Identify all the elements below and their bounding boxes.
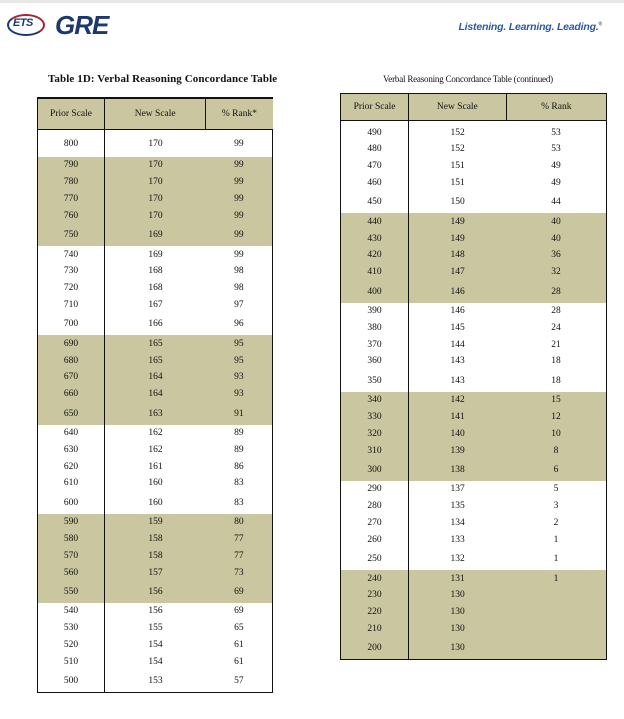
new-scale-cell: 146: [409, 281, 506, 303]
prior-scale-cell: 740: [38, 246, 105, 263]
ets-gre-logo: [7, 10, 108, 40]
new-scale-cell: 165: [105, 352, 206, 369]
percent-rank-cell: 28: [506, 281, 606, 303]
prior-scale-cell: 790: [38, 157, 105, 174]
table-row: [38, 246, 273, 263]
gre-logo-text: GRE: [55, 9, 109, 40]
prior-scale-cell: 650: [38, 403, 105, 425]
prior-scale-cell: 800: [38, 130, 105, 158]
table-row: [341, 570, 607, 587]
new-scale-cell: 157: [105, 564, 206, 581]
percent-rank-cell: 99: [206, 224, 273, 246]
table-row: [341, 336, 607, 353]
ets-tagline: [458, 21, 602, 33]
percent-rank-cell: 57: [206, 670, 273, 693]
percent-rank-cell: 1: [506, 570, 606, 587]
percent-rank-cell: 53: [506, 141, 606, 158]
prior-scale-cell: 270: [341, 515, 409, 532]
prior-scale-cell: 730: [38, 263, 105, 280]
percent-rank-cell: 1: [506, 548, 606, 570]
new-scale-cell: 145: [409, 319, 506, 336]
prior-scale-cell: 360: [341, 353, 409, 370]
prior-scale-cell: 590: [38, 514, 105, 531]
prior-scale-cell: 250: [341, 548, 409, 570]
table-row: [38, 670, 273, 693]
percent-rank-cell: 91: [206, 403, 273, 425]
new-scale-cell: 130: [409, 621, 506, 638]
percent-rank-cell: 15: [506, 392, 606, 409]
prior-scale-cell: 540: [38, 603, 105, 620]
table-row: [341, 621, 607, 638]
percent-rank-cell: 99: [206, 174, 273, 191]
new-scale-cell: 151: [409, 158, 506, 175]
table-row: [38, 581, 273, 603]
percent-rank-cell: 40: [506, 230, 606, 247]
table-row: [341, 264, 607, 281]
verbal-concordance-table-continued: [340, 93, 607, 660]
table-row: [341, 303, 607, 320]
percent-rank-cell: 32: [506, 264, 606, 281]
table-row: [38, 547, 273, 564]
percent-rank-cell: 95: [206, 352, 273, 369]
table-row: [341, 481, 607, 498]
table-row: [341, 353, 607, 370]
new-scale-cell: 170: [105, 157, 206, 174]
new-scale-cell: 130: [409, 587, 506, 604]
verbal-concordance-table: [37, 97, 273, 693]
prior-scale-cell: 340: [341, 392, 409, 409]
new-scale-cell: 164: [105, 386, 206, 403]
ets-logo-text: ETS: [13, 17, 33, 29]
prior-scale-cell: 780: [38, 174, 105, 191]
percent-rank-cell: 77: [206, 547, 273, 564]
prior-scale-cell: 680: [38, 352, 105, 369]
percent-rank-cell: 1: [506, 531, 606, 548]
prior-scale-cell: 200: [341, 637, 409, 660]
table-row: [341, 392, 607, 409]
prior-scale-cell: 710: [38, 297, 105, 314]
new-scale-cell: 137: [409, 481, 506, 498]
prior-scale-cell: 410: [341, 264, 409, 281]
registered-mark: ®: [598, 21, 602, 28]
prior-scale-cell: 400: [341, 281, 409, 303]
table-row: [38, 352, 273, 369]
table-row: [38, 157, 273, 174]
percent-rank-cell: 36: [506, 247, 606, 264]
new-scale-cell: 148: [409, 247, 506, 264]
new-scale-cell: 158: [105, 531, 206, 548]
header-new-scale: New Scale: [409, 94, 506, 121]
table-row: [341, 281, 607, 303]
prior-scale-cell: 660: [38, 386, 105, 403]
percent-rank-cell: 93: [206, 386, 273, 403]
percent-rank-cell: 6: [506, 459, 606, 481]
table-row: [38, 403, 273, 425]
table-row: [341, 531, 607, 548]
percent-rank-cell: 49: [506, 175, 606, 192]
table-row: [38, 335, 273, 352]
prior-scale-cell: 700: [38, 313, 105, 335]
new-scale-cell: 161: [105, 458, 206, 475]
new-scale-cell: 135: [409, 498, 506, 515]
percent-rank-cell: 97: [206, 297, 273, 314]
percent-rank-cell: 21: [506, 336, 606, 353]
table-row: [341, 121, 607, 142]
new-scale-cell: 130: [409, 637, 506, 660]
new-scale-cell: 164: [105, 369, 206, 386]
new-scale-cell: 132: [409, 548, 506, 570]
table-row: [38, 191, 273, 208]
header-new-scale: New Scale: [105, 98, 206, 130]
prior-scale-cell: 560: [38, 564, 105, 581]
percent-rank-cell: 83: [206, 492, 273, 514]
table-row: [38, 458, 273, 475]
new-scale-cell: 156: [105, 581, 206, 603]
percent-rank-cell: 89: [206, 425, 273, 442]
percent-rank-cell: 86: [206, 458, 273, 475]
percent-rank-cell: 73: [206, 564, 273, 581]
new-scale-cell: 170: [105, 130, 206, 158]
percent-rank-cell: 99: [206, 246, 273, 263]
new-scale-cell: 160: [105, 475, 206, 492]
prior-scale-cell: 460: [341, 175, 409, 192]
percent-rank-cell: 77: [206, 531, 273, 548]
table-row: [38, 224, 273, 246]
new-scale-cell: 159: [105, 514, 206, 531]
prior-scale-cell: 290: [341, 481, 409, 498]
table-row: [38, 441, 273, 458]
new-scale-cell: 146: [409, 303, 506, 320]
prior-scale-cell: 280: [341, 498, 409, 515]
table-row: [341, 442, 607, 459]
new-scale-cell: 158: [105, 547, 206, 564]
table-row: [341, 230, 607, 247]
header-percent-rank: % Rank: [506, 94, 606, 121]
table-row: [38, 297, 273, 314]
prior-scale-cell: 610: [38, 475, 105, 492]
percent-rank-cell: 96: [206, 313, 273, 335]
table-row: [38, 263, 273, 280]
prior-scale-cell: 530: [38, 620, 105, 637]
new-scale-cell: 166: [105, 313, 206, 335]
table-row: [341, 175, 607, 192]
new-scale-cell: 149: [409, 213, 506, 230]
new-scale-cell: 131: [409, 570, 506, 587]
table-row: [38, 425, 273, 442]
prior-scale-cell: 500: [38, 670, 105, 693]
prior-scale-cell: 420: [341, 247, 409, 264]
percent-rank-cell: 83: [206, 475, 273, 492]
new-scale-cell: 138: [409, 459, 506, 481]
prior-scale-cell: 760: [38, 207, 105, 224]
new-scale-cell: 163: [105, 403, 206, 425]
table-row: [38, 130, 273, 158]
table-row: [38, 492, 273, 514]
percent-rank-cell: 93: [206, 369, 273, 386]
prior-scale-cell: 230: [341, 587, 409, 604]
percent-rank-cell: 24: [506, 319, 606, 336]
new-scale-cell: 142: [409, 392, 506, 409]
percent-rank-cell: 99: [206, 157, 273, 174]
header-prior-scale: Prior Scale: [341, 94, 409, 121]
table1-body: [38, 130, 273, 693]
new-scale-cell: 170: [105, 174, 206, 191]
prior-scale-cell: 330: [341, 409, 409, 426]
table2-body: [341, 121, 607, 660]
table-row: [38, 280, 273, 297]
header-prior-scale: Prior Scale: [38, 98, 105, 130]
new-scale-cell: 134: [409, 515, 506, 532]
prior-scale-cell: 320: [341, 425, 409, 442]
new-scale-cell: 154: [105, 637, 206, 654]
new-scale-cell: 130: [409, 604, 506, 621]
table-row: [38, 653, 273, 670]
prior-scale-cell: 620: [38, 458, 105, 475]
prior-scale-cell: 480: [341, 141, 409, 158]
percent-rank-cell: 8: [506, 442, 606, 459]
percent-rank-cell: 80: [206, 514, 273, 531]
new-scale-cell: 168: [105, 280, 206, 297]
table-row: [341, 247, 607, 264]
percent-rank-cell: 49: [506, 158, 606, 175]
prior-scale-cell: 240: [341, 570, 409, 587]
table-row: [38, 475, 273, 492]
prior-scale-cell: 380: [341, 319, 409, 336]
prior-scale-cell: 470: [341, 158, 409, 175]
prior-scale-cell: 510: [38, 653, 105, 670]
new-scale-cell: 153: [105, 670, 206, 693]
prior-scale-cell: 440: [341, 213, 409, 230]
new-scale-cell: 141: [409, 409, 506, 426]
percent-rank-cell: 69: [206, 581, 273, 603]
table-row: [38, 531, 273, 548]
new-scale-cell: 169: [105, 246, 206, 263]
prior-scale-cell: 390: [341, 303, 409, 320]
table-row: [38, 603, 273, 620]
percent-rank-cell: 89: [206, 441, 273, 458]
percent-rank-cell: 99: [206, 191, 273, 208]
prior-scale-cell: 550: [38, 581, 105, 603]
percent-rank-cell: 12: [506, 409, 606, 426]
table-row: [341, 604, 607, 621]
new-scale-cell: 152: [409, 141, 506, 158]
prior-scale-cell: 630: [38, 441, 105, 458]
percent-rank-cell: 69: [206, 603, 273, 620]
new-scale-cell: 150: [409, 191, 506, 213]
table-row: [38, 313, 273, 335]
prior-scale-cell: 750: [38, 224, 105, 246]
percent-rank-cell: 65: [206, 620, 273, 637]
prior-scale-cell: 450: [341, 191, 409, 213]
new-scale-cell: 167: [105, 297, 206, 314]
new-scale-cell: 147: [409, 264, 506, 281]
top-border: [0, 0, 624, 3]
new-scale-cell: 162: [105, 441, 206, 458]
table-row: [341, 213, 607, 230]
table-row: [38, 620, 273, 637]
prior-scale-cell: 220: [341, 604, 409, 621]
table1-header-row: [38, 98, 273, 130]
table-row: [38, 637, 273, 654]
table-row: [38, 207, 273, 224]
table1-title: Table 1D: Verbal Reasoning Concordance Table: [48, 73, 278, 85]
percent-rank-cell: 99: [206, 207, 273, 224]
table-row: [341, 319, 607, 336]
prior-scale-cell: 350: [341, 370, 409, 392]
table-row: [38, 564, 273, 581]
percent-rank-cell: [506, 587, 606, 604]
prior-scale-cell: 580: [38, 531, 105, 548]
prior-scale-cell: 690: [38, 335, 105, 352]
new-scale-cell: 139: [409, 442, 506, 459]
new-scale-cell: 155: [105, 620, 206, 637]
ets-logo-icon: [7, 12, 47, 38]
table-row: [341, 409, 607, 426]
table2-title: Verbal Reasoning Concordance Table (continued): [383, 74, 553, 84]
new-scale-cell: 162: [105, 425, 206, 442]
prior-scale-cell: 490: [341, 121, 409, 142]
tagline-text: Listening. Learning. Leading.: [458, 21, 599, 33]
percent-rank-cell: 53: [506, 121, 606, 142]
table-row: [341, 425, 607, 442]
percent-rank-cell: 3: [506, 498, 606, 515]
percent-rank-cell: [506, 621, 606, 638]
prior-scale-cell: 600: [38, 492, 105, 514]
new-scale-cell: 170: [105, 191, 206, 208]
new-scale-cell: 133: [409, 531, 506, 548]
prior-scale-cell: 260: [341, 531, 409, 548]
percent-rank-cell: 28: [506, 303, 606, 320]
table-row: [341, 158, 607, 175]
new-scale-cell: 170: [105, 207, 206, 224]
table-row: [38, 514, 273, 531]
table-row: [341, 637, 607, 660]
table-row: [38, 369, 273, 386]
table-row: [341, 515, 607, 532]
prior-scale-cell: 670: [38, 369, 105, 386]
table2-header-row: [341, 94, 607, 121]
table-row: [341, 498, 607, 515]
new-scale-cell: 144: [409, 336, 506, 353]
prior-scale-cell: 570: [38, 547, 105, 564]
table-row: [38, 386, 273, 403]
prior-scale-cell: 520: [38, 637, 105, 654]
table-row: [341, 459, 607, 481]
percent-rank-cell: 98: [206, 280, 273, 297]
percent-rank-cell: 99: [206, 130, 273, 158]
table-row: [341, 548, 607, 570]
new-scale-cell: 160: [105, 492, 206, 514]
percent-rank-cell: [506, 604, 606, 621]
new-scale-cell: 165: [105, 335, 206, 352]
percent-rank-cell: 10: [506, 425, 606, 442]
table-row: [38, 174, 273, 191]
percent-rank-cell: 61: [206, 637, 273, 654]
prior-scale-cell: 300: [341, 459, 409, 481]
prior-scale-cell: 310: [341, 442, 409, 459]
percent-rank-cell: 18: [506, 370, 606, 392]
percent-rank-cell: 2: [506, 515, 606, 532]
prior-scale-cell: 210: [341, 621, 409, 638]
new-scale-cell: 143: [409, 353, 506, 370]
prior-scale-cell: 370: [341, 336, 409, 353]
new-scale-cell: 169: [105, 224, 206, 246]
prior-scale-cell: 640: [38, 425, 105, 442]
table-row: [341, 370, 607, 392]
new-scale-cell: 149: [409, 230, 506, 247]
new-scale-cell: 152: [409, 121, 506, 142]
new-scale-cell: 168: [105, 263, 206, 280]
new-scale-cell: 151: [409, 175, 506, 192]
prior-scale-cell: 430: [341, 230, 409, 247]
table-row: [341, 141, 607, 158]
percent-rank-cell: 5: [506, 481, 606, 498]
new-scale-cell: 156: [105, 603, 206, 620]
new-scale-cell: 143: [409, 370, 506, 392]
percent-rank-cell: 98: [206, 263, 273, 280]
percent-rank-cell: 18: [506, 353, 606, 370]
table-row: [341, 191, 607, 213]
table-row: [341, 587, 607, 604]
header-percent-rank: % Rank*: [206, 98, 273, 130]
new-scale-cell: 154: [105, 653, 206, 670]
prior-scale-cell: 770: [38, 191, 105, 208]
percent-rank-cell: [506, 637, 606, 660]
percent-rank-cell: 44: [506, 191, 606, 213]
percent-rank-cell: 95: [206, 335, 273, 352]
percent-rank-cell: 61: [206, 653, 273, 670]
prior-scale-cell: 720: [38, 280, 105, 297]
new-scale-cell: 140: [409, 425, 506, 442]
percent-rank-cell: 40: [506, 213, 606, 230]
